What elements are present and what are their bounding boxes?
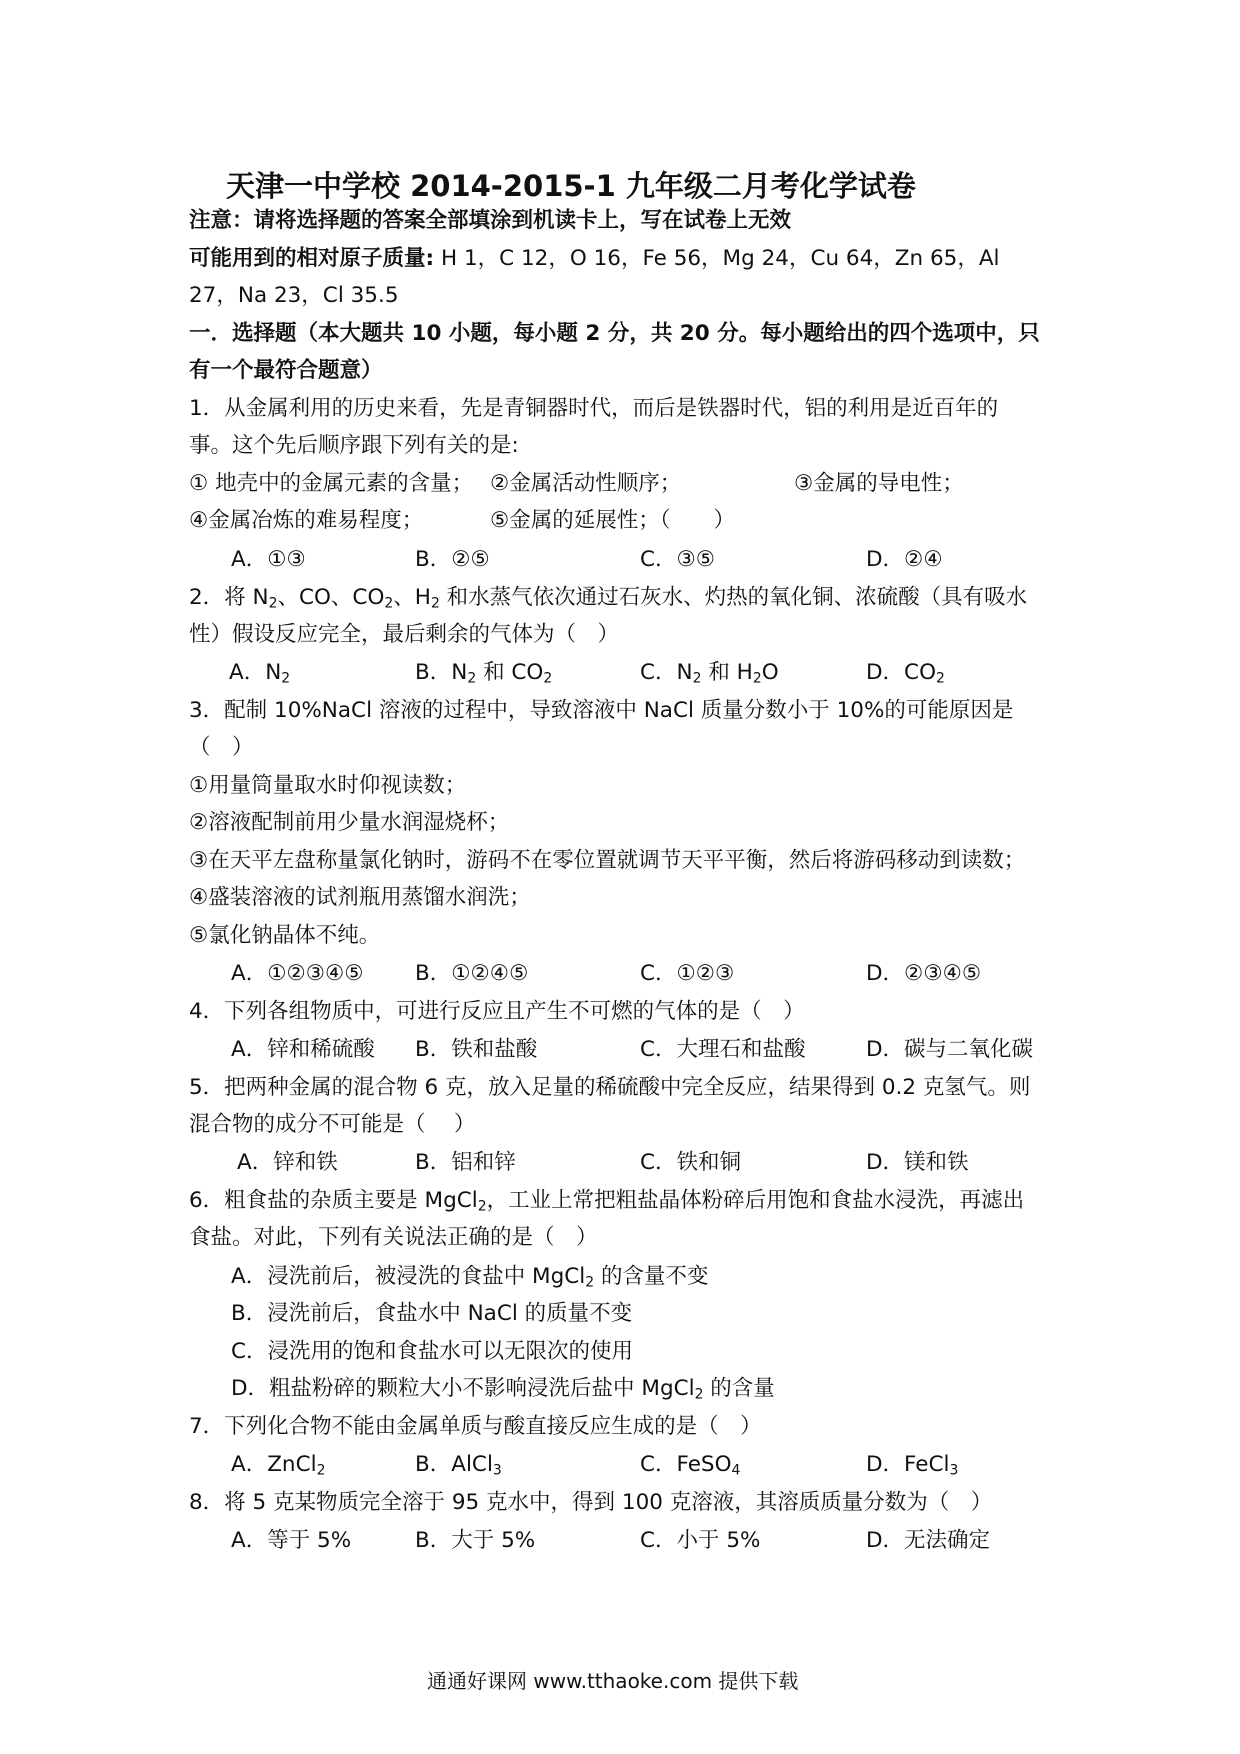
q1-item-2: ②金属活动性顺序； [490, 471, 682, 496]
q2-option-b: B．$N_2$ 和 $CO_2$ [415, 660, 553, 687]
q2-option-a: A．$N_2$ [229, 660, 291, 687]
section1-heading-line-1: 一．选择题（本大题共 10 小题，每小题 2 分，共 20 分。每小题给出的四个选项中，只 [189, 321, 1040, 346]
q5-stem-line-2: 混合物的成分不可能是（ ） [189, 1112, 476, 1137]
q5-stem-line-1: 5．把两种金属的混合物 6 克，放入足量的稀硫酸中完全反应，结果得到 0.2 克氢气。则 [189, 1075, 1031, 1100]
q1-item-4: ④金属冶炼的难易程度； [189, 508, 424, 533]
q7-option-b: B．AlCl$_3$ [415, 1452, 502, 1479]
q4-option-a: A．锌和稀硫酸 [231, 1037, 375, 1062]
q4-stem: 4．下列各组物质中，可进行反应且产生不可燃的气体的是（ ） [189, 999, 805, 1024]
q1-option-c: C．③⑤ [640, 547, 716, 572]
q1-item-1: ① 地壳中的金属元素的含量； [189, 471, 474, 496]
q3-item-3: ③在天平左盘称量氯化钠时，游码不在零位置就调节天平平衡，然后将游码移动到读数； [189, 848, 1026, 873]
q3-item-2: ②溶液配制前用少量水润湿烧杯； [189, 810, 510, 835]
q3-stem-line-1: 3．配制 10%NaCl 溶液的过程中，导致溶液中 NaCl 质量分数小于 10%的可能原因是 [189, 698, 1014, 723]
q7-stem: 7．下列化合物不能由金属单质与酸直接反应生成的是（ ） [189, 1414, 762, 1439]
atomic-mass-line-2: 27，Na 23，Cl 35.5 [189, 283, 399, 308]
q8-option-c: C．小于 5% [640, 1528, 761, 1553]
q1-option-b: B．②⑤ [415, 547, 490, 572]
q3-option-a: A．①②③④⑤ [231, 961, 364, 986]
exam-title: 天津一中学校 2014-2015-1 九年级二月考化学试卷 [226, 169, 916, 203]
q5-option-b: B．铝和锌 [415, 1150, 516, 1175]
q4-option-c: C．大理石和盐酸 [640, 1037, 806, 1062]
q1-option-a: A．①③ [231, 547, 306, 572]
q6-option-a: A．浸洗前后，被浸洗的食盐中 MgCl$_2$ 的含量不变 [231, 1264, 709, 1291]
q7-option-a: A．ZnCl$_2$ [231, 1452, 326, 1479]
q3-item-1: ①用量筒量取水时仰视读数； [189, 773, 467, 798]
q7-option-c: C．FeSO$_4$ [640, 1452, 741, 1479]
atomic-mass-values: H 1，C 12，O 16，Fe 56，Mg 24，Cu 64，Zn 65，Al [434, 246, 1000, 271]
q6-option-c: C．浸洗用的饱和食盐水可以无限次的使用 [231, 1339, 634, 1364]
q1-option-d: D．②④ [866, 547, 943, 572]
q8-option-d: D．无法确定 [866, 1528, 991, 1553]
q1-stem-line-2: 事。这个先后顺序跟下列有关的是: [189, 433, 519, 458]
q3-item-4: ④盛装溶液的试剂瓶用蒸馏水润洗； [189, 885, 531, 910]
q6-option-b: B．浸洗前后，食盐水中 NaCl 的质量不变 [231, 1301, 633, 1326]
q3-item-5: ⑤氯化钠晶体不纯。 [189, 923, 381, 948]
q5-option-d: D．镁和铁 [866, 1150, 969, 1175]
atomic-mass-label: 可能用到的相对原子质量: [189, 246, 435, 271]
q1-item-5: ⑤金属的延展性；（ ） [490, 508, 736, 533]
q4-option-b: B．铁和盐酸 [415, 1037, 538, 1062]
q3-stem-line-2: （ ） [189, 735, 254, 760]
q5-option-c: C．铁和铜 [640, 1150, 742, 1175]
q2-stem-line-2: 性）假设反应完全，最后剩余的气体为（ ） [189, 622, 620, 647]
q3-option-b: B．①②④⑤ [415, 961, 529, 986]
q8-option-b: B．大于 5% [415, 1528, 536, 1553]
section1-heading-line-2: 有一个最符合题意） [189, 358, 383, 383]
q8-option-a: A．等于 5% [231, 1528, 352, 1553]
q1-stem-line-1: 1．从金属利用的历史来看，先是青铜器时代，而后是铁器时代，铝的利用是近百年的 [189, 396, 999, 421]
q6-stem-line-1: 6．粗食盐的杂质主要是 MgCl$_2$，工业上常把粗盐晶体粉碎后用饱和食盐水浸洗，再滤出 [189, 1188, 1025, 1215]
page-footer: 通通好课网 www.tthaoke.com 提供下载 [427, 1669, 799, 1693]
q5-option-a: A．锌和铁 [237, 1150, 338, 1175]
q2-stem-line-1: 2．将 $N_2$、CO、$CO_2$、$H_2$ 和水蒸气依次通过石灰水、灼热的氧化铜、浓硫酸（具有吸水 [189, 585, 1028, 612]
notice: 注意：请将选择题的答案全部填涂到机读卡上，写在试卷上无效 [189, 208, 792, 233]
q2-option-c: C．$N_2$ 和 $H_2O$ [640, 660, 779, 687]
q8-stem: 8．将 5 克某物质完全溶于 95 克水中，得到 100 克溶液，其溶质质量分数为（ ） [189, 1490, 993, 1515]
q3-option-c: C．①②③ [640, 961, 735, 986]
q7-option-d: D．FeCl$_3$ [866, 1452, 959, 1479]
q1-item-3: ③金属的导电性； [794, 471, 964, 496]
q2-option-d: D．$CO_2$ [866, 660, 945, 687]
atomic-mass-line-1 [189, 248, 1000, 270]
q6-stem-line-2: 食盐。对此，下列有关说法正确的是（ ） [189, 1225, 598, 1250]
q4-option-d: D．碳与二氧化碳 [866, 1037, 1034, 1062]
q6-option-d: D．粗盐粉碎的颗粒大小不影响浸洗后盐中 MgCl$_2$ 的含量 [231, 1376, 775, 1403]
q3-option-d: D．②③④⑤ [866, 961, 982, 986]
